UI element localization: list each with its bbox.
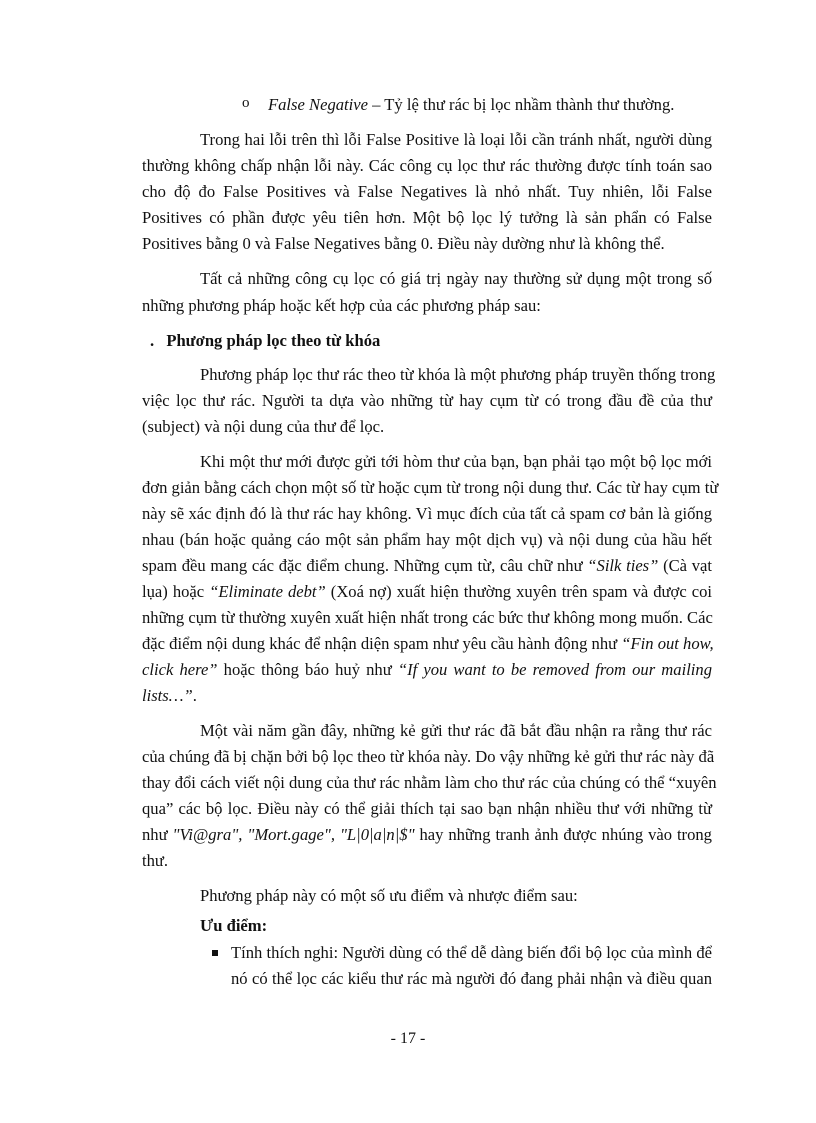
para4-line9	[142, 660, 712, 680]
text-run: spam đều mang các đặc điểm chung. Những cụm từ, câu chữ như	[142, 556, 588, 575]
quoted-phrase-mailing-lists: lists…”	[142, 686, 193, 705]
bullet-item-false-negative	[268, 95, 674, 115]
text-run: lụa) hoặc	[142, 582, 210, 601]
quoted-phrase-fin-out-how: “Fin out how,	[621, 634, 714, 653]
para4-line7: những cụm từ thường xuyên xuất hiện nhất trong các bức thư không mong muốn. Các	[142, 608, 713, 627]
page-number: - 17 -	[390, 1030, 426, 1047]
term-false-negative: False Negative	[268, 95, 368, 114]
para4-line8	[142, 634, 712, 654]
definition-text: – Tỷ lệ thư rác bị lọc nhầm thành thư thường.	[368, 95, 675, 114]
para4-line10	[142, 686, 197, 706]
para2-line2: những phương pháp hoặc kết hợp của các phương pháp sau:	[142, 296, 541, 315]
para4-line2: đơn giản bằng cách chọn một số từ hoặc cụm từ trong nội dung thư. Các từ hay cụm từ	[142, 478, 719, 497]
obfuscated-words: "Vi@gra", "Mort.gage", "L|0|a|n|$"	[172, 825, 415, 844]
heading-text: Phương pháp lọc theo từ khóa	[166, 331, 381, 350]
advantage1-line1: Tính thích nghi: Người dùng có thể dễ dàng biến đổi bộ lọc của mình để	[231, 943, 712, 962]
square-bullet-icon	[212, 950, 218, 956]
para1-line3: cho độ đo False Positives và False Negatives là nhỏ nhất. Tuy nhiên, lỗi False	[142, 182, 712, 201]
para4-line5	[142, 556, 712, 576]
section-heading	[150, 331, 380, 351]
advantages-heading: Ưu điểm:	[200, 916, 268, 935]
text-run: (Cà vạt	[658, 556, 712, 575]
advantage1-line2: nó có thể lọc các kiểu thư rác mà người đó đang phải nhận và điều quan	[231, 969, 712, 988]
text-run: đặc điểm nội dung khác để nhận diện spam như yêu cầu hành động như	[142, 634, 622, 653]
para1-line2: thường không chấp nhận lỗi này. Các công cụ lọc thư rác thường được tính toán sao	[142, 156, 712, 175]
text-run: (Xoá nợ) xuất hiện thường xuyên trên spam và được coi	[325, 582, 712, 601]
quoted-phrase-click-here: click here”	[142, 660, 218, 679]
heading-marker: .	[150, 331, 155, 350]
quoted-phrase-silk-ties: “Silk ties”	[587, 556, 659, 575]
para4-line4: nhau (bán hoặc quảng cáo một sản phẩm hay một dịch vụ) và nội dung của hầu hết	[142, 530, 712, 549]
text-run: như	[142, 825, 173, 844]
para6: Phương pháp này có một số ưu điểm và nhược điểm sau:	[200, 886, 578, 905]
para3-line2: việc lọc thư rác. Người ta dựa vào những từ hay cụm từ có trong đầu đề của thư	[142, 391, 712, 410]
para5-line4: qua” các bộ lọc. Điều này có thể giải thích tại sao bạn nhận nhiều thư với những từ	[142, 799, 712, 818]
para4-line1: Khi một thư mới được gửi tới hòm thư của bạn, bạn phải tạo một bộ lọc mới	[200, 452, 712, 471]
quoted-phrase-eliminate-debt: “Eliminate debt”	[209, 582, 326, 601]
para5-line3: thay đổi cách viết nội dung của thư rác nhằm làm cho thư rác của chúng có thể “xuyên	[142, 773, 717, 792]
para4-line3: này sẽ xác định đó là thư rác hay không. Vì mục đích của tất cả spam cơ bản là giống	[142, 504, 712, 523]
text-run: hoặc thông báo huỷ như	[217, 660, 398, 679]
para5-line2: của chúng đã bị chặn bởi bộ lọc theo từ khóa này. Do vậy những kẻ gửi thư rác này đã	[142, 747, 715, 766]
para5-line1: Một vài năm gần đây, những kẻ gửi thư rác đã bắt đầu nhận ra rằng thư rác	[200, 721, 712, 740]
text-run: .	[192, 686, 197, 705]
para3-line1: Phương pháp lọc thư rác theo từ khóa là một phương pháp truyền thống trong	[200, 365, 716, 384]
para1-line1: Trong hai lỗi trên thì lỗi False Positive là loại lỗi cần tránh nhất, người dùng	[200, 130, 712, 149]
quoted-phrase-unsubscribe: “If you want to be removed from our mailing	[397, 660, 713, 679]
text-run: hay những tranh ảnh được nhúng vào trong	[414, 825, 712, 844]
para2-line1: Tất cả những công cụ lọc có giá trị ngày nay thường sử dụng một trong số	[200, 269, 712, 288]
para5-line5	[142, 825, 712, 845]
para5-line6: thư.	[142, 851, 169, 870]
para1-line4: Positives có phần được yêu tiên hơn. Một bộ lọc lý tưởng là sản phẩn có False	[142, 208, 712, 227]
para4-line6	[142, 582, 712, 602]
para1-line5: Positives bằng 0 và False Negatives bằng 0. Điều này dường như là không thể.	[142, 234, 665, 253]
para3-line3: (subject) và nội dung của thư để lọc.	[142, 417, 385, 436]
circle-bullet-icon: o	[242, 95, 250, 111]
